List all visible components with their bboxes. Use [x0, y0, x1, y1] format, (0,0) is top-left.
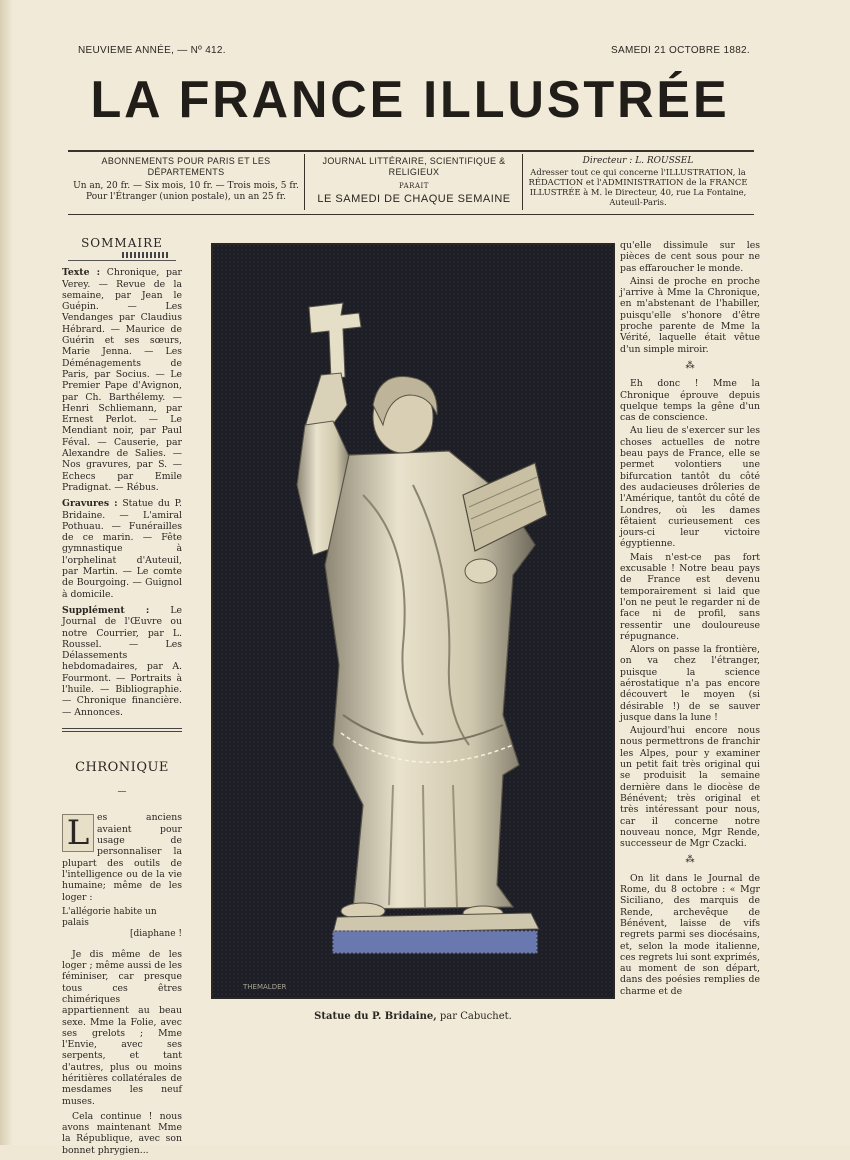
section-stars: ⁂ [685, 855, 695, 866]
chronique-paragraph [62, 812, 182, 902]
director-name: Directeur : L. ROUSSEL [582, 156, 694, 166]
statue-illustration [213, 245, 613, 997]
right-p3: Eh donc ! Mme la Chronique éprouve depuis quelque temps la gêne d'un cas de conscience. [620, 378, 760, 424]
quote-line: L'allégorie habite un palais [62, 906, 157, 929]
caption-title: Statue du P. Bridaine, [314, 1011, 437, 1022]
right-p7: Aujourd'hui encore nous nous permettrons de franchir les Alpes, pour y examiner un petit fait très original qui se produisit la semaine dernière dans le diocèse de Bénévent; très original et très intéressant pour nous, car il concerne notre nouveau nonce, Mgr Rende, successeur de Mgr Czacki. [620, 725, 760, 850]
band-divider [522, 154, 523, 210]
director-address: Adresser tout ce qui concerne l'ILLUSTRATION, la RÉDACTION et l'ADMINISTRATION de la FRANCE ILLUSTRÉE à M. le Directeur, 40, rue La Fontaine, Auteuil-Paris. [528, 167, 748, 207]
texte-label: Texte : [62, 267, 100, 279]
engraver-signature: THEMALDER [243, 983, 287, 991]
right-p5: Mais n'est-ce pas fort excusable ! Notre beau pays de France est devenu temporairement si laid que l'on ne peut le regarder ni de face ni de profil, sans ressentir une douloureuse répugnance. [620, 551, 760, 642]
right-p4: Au lieu de s'exercer sur les choses actuelles de notre beau pays de France, elle se permet volontiers une bifurcation tantôt du côté des audacieuses drôleries de l'Amérique, tantôt du côté de Londres, où les dames fêtaient curieusement ces jours-ci leur victoire égyptienne. [620, 425, 760, 550]
sommaire-title: SOMMAIRE [81, 236, 163, 250]
subscriptions-heading: ABONNEMENTS POUR PARIS ET LES DÉPARTEMENTS [101, 156, 271, 177]
sommaire-supplement [62, 605, 182, 718]
section-stars: ⁂ [685, 360, 695, 371]
section-rule [62, 728, 182, 732]
supplement-label: Supplément : [62, 604, 150, 616]
left-column [62, 238, 182, 1160]
quote-end: [diaphane ! [129, 929, 182, 940]
engraving-statue [211, 243, 615, 999]
journal-parait: PARAIT [399, 182, 429, 190]
chronique-p3: Cela continue ! nous avons maintenant Mme la République, avec son bonnet phrygien... [62, 1110, 182, 1156]
director-box [526, 156, 750, 207]
right-p6: Alors on passe la frontière, on va chez l'étranger, puisque la science aérostatique n'a pas encore découvert le moyen (si désirable !) de se sauver jusque dans la lune ! [620, 644, 760, 723]
chronique-title: CHRONIQUE [75, 759, 169, 775]
texte-list: Chronique, par Verey. — Revue de la semaine, par Jean le Guépin. — Les Vendanges par Claudius Hébrard. — Maurice de Guérin et ses sœurs, Marie Jenna. — Les Déménagements de Paris, par Socius. — Le Premier Pape d'Avignon, par Ch. Barthélemy. — Henri Schliemann, par Ernest Perlot. — Le Mendiant noir, par Paul Féval. — Causerie, par Alexandre de Salies. — Nos gravures, par S. — Echecs par Emile Pradignat. — Rébus. [62, 267, 182, 493]
dropcap-letter: L [62, 814, 94, 852]
figure-caption [211, 1011, 615, 1022]
gravures-label: Gravures : [62, 498, 118, 510]
subscriptions-foreign: Pour l'Étranger (union postale), un an 25 fr. [86, 192, 286, 202]
issue-number: NEUVIEME ANNÉE, — Nº 412. [78, 45, 226, 56]
journal-heading: JOURNAL LITTÉRAIRE, SCIENTIFIQUE & RELIGIEUX [322, 156, 506, 177]
subscriptions-box [72, 156, 300, 203]
supplement-list: Le Journal de l'Œuvre ou notre Courrier, par L. Roussel. — Les Délassements hebdomadaires, par A. Fourmont. — Portraits à l'huile. — Bibliographie. — Chronique financière. — Annonces. [62, 604, 182, 718]
right-column [620, 240, 760, 999]
journal-box [310, 156, 518, 205]
masthead-title: LA FRANCE ILLUSTRÉE [90, 71, 730, 129]
chronique-quote [62, 907, 182, 941]
journal-frequency: LE SAMEDI DE CHAQUE SEMAINE [317, 193, 511, 205]
right-p1: qu'elle dissimule sur les pièces de cent sous pour ne pas effaroucher le monde. [620, 240, 760, 274]
sommaire-texte [62, 267, 182, 493]
subscriptions-prices: Un an, 20 fr. — Six mois, 10 fr. — Trois mois, 5 fr. [73, 181, 299, 191]
band-divider [304, 154, 305, 210]
chronique-dash: — [117, 787, 127, 798]
right-p8: On lit dans le Journal de Rome, du 8 octobre : « Mgr Siciliano, des marquis de Rende, archevêque de Bénévent, laisse de vifs regrets parmi ses diocésains, et, selon la mode italienne, ces regrets lui sont exprimés, au moment de son départ, dans des poésies remplies de charme et de [620, 872, 760, 997]
sommaire-gravures [62, 498, 182, 600]
page-spine [0, 0, 12, 1145]
issue-date: SAMEDI 21 OCTOBRE 1882. [611, 45, 750, 56]
quote-end-text: diaphane ! [133, 929, 182, 940]
right-p2: Ainsi de proche en proche j'arrive à Mme la Chronique, en m'abstenant de l'habiller, puisqu'elle s'honore d'être proche parente de Mme la Vérité, laquelle était vêtue d'un simple miroir. [620, 275, 760, 355]
sommaire-ornament [68, 251, 176, 261]
chronique-p2: Je dis même de les loger ; même aussi de les féminiser, car presque tous ces êtres chimériques appartiennent au beau sexe. Mme la Folie, avec ses grelots ; Mme l'Envie, avec ses serpents, et tant d'autres, plus ou moins héritières collatérales de mesdames les neuf muses. [62, 948, 182, 1107]
caption-author: par Cabuchet. [439, 1011, 512, 1022]
gravures-list: Statue du P. Bridaine. — L'amiral Pothuau. — Funérailles de ce marin. — Fête gymnastique à l'orphelinat d'Auteuil, par Martin. — Le comte de Bourgoing. — Guignol à domicile. [62, 498, 182, 600]
subscription-band [68, 150, 754, 215]
chronique-p1: es anciens avaient pour usage de personnaliser la plupart des outils de l'intelligence ou de la vie humaine; même de les loger : [62, 812, 182, 903]
